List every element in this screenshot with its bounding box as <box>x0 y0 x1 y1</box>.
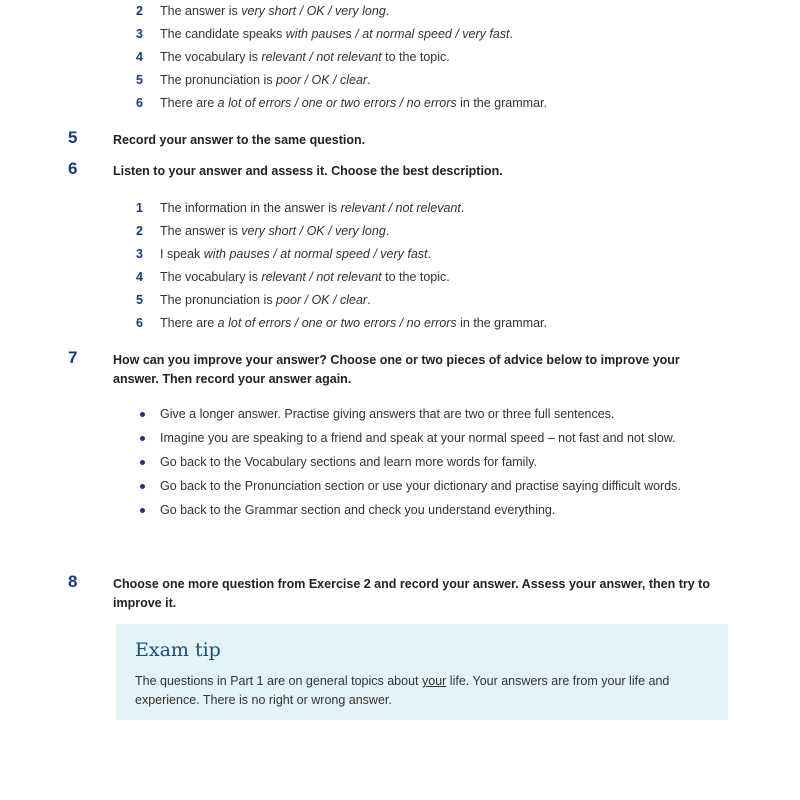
item-text: There are a lot of errors / one or two errors / no errors in the grammar. <box>160 316 547 330</box>
advice-item: Go back to the Vocabulary sections and learn more words for family. <box>136 453 696 472</box>
exam-tip-box <box>116 624 728 720</box>
exercise-instruction: Choose one more question from Exercise 2 and record your answer. Assess your answer, then try to improve it. <box>113 577 710 610</box>
item-text: The information in the answer is relevant / not relevant. <box>160 201 465 215</box>
exercise-instruction: How can you improve your answer? Choose one or two pieces of advice below to improve your answer. Then record your answer again. <box>113 353 680 386</box>
item-number: 2 <box>136 224 143 238</box>
bullet-icon <box>140 412 145 417</box>
item-number: 4 <box>136 270 143 284</box>
item-text: The vocabulary is relevant / not relevant to the topic. <box>160 50 450 64</box>
bullet-icon <box>140 460 145 465</box>
item-text: The answer is very short / OK / very long. <box>160 4 390 18</box>
item-text: I speak with pauses / at normal speed / very fast. <box>160 247 431 261</box>
item-text: The pronunciation is poor / OK / clear. <box>160 73 371 87</box>
bullet-icon <box>140 436 145 441</box>
exam-tip-text: The questions in Part 1 are on general topics about your life. Your answers are from your life and experience. There is no right or wrong answer. <box>135 674 670 707</box>
advice-list <box>136 405 696 525</box>
exercise-instruction: Record your answer to the same question. <box>113 133 366 147</box>
exam-tip-title: Exam tip <box>135 639 221 661</box>
exercise-number: 8 <box>68 572 78 591</box>
exercise-number: 5 <box>68 128 78 147</box>
item-number: 5 <box>136 293 143 307</box>
advice-item: Give a longer answer. Practise giving answers that are two or three full sentences. <box>136 405 696 424</box>
item-number: 3 <box>136 247 143 261</box>
exercise-number: 6 <box>68 159 78 178</box>
exercise-number: 7 <box>68 348 78 367</box>
item-text: The vocabulary is relevant / not relevant to the topic. <box>160 270 450 284</box>
item-number: 6 <box>136 316 143 330</box>
advice-item: Go back to the Pronunciation section or use your dictionary and practise saying difficult words. <box>136 477 696 496</box>
item-number: 3 <box>136 27 143 41</box>
advice-item: Go back to the Grammar section and check you understand everything. <box>136 501 696 520</box>
item-text: There are a lot of errors / one or two errors / no errors in the grammar. <box>160 96 547 110</box>
item-number: 6 <box>136 96 143 110</box>
exercise-instruction: Listen to your answer and assess it. Choose the best description. <box>113 164 503 178</box>
item-text: The answer is very short / OK / very long. <box>160 224 390 238</box>
item-number: 4 <box>136 50 143 64</box>
item-text: The candidate speaks with pauses / at normal speed / very fast. <box>160 27 513 41</box>
bullet-icon <box>140 484 145 489</box>
item-number: 1 <box>136 201 143 215</box>
bullet-icon <box>140 508 145 513</box>
advice-item: Imagine you are speaking to a friend and speak at your normal speed – not fast and not slow. <box>136 429 696 448</box>
item-number: 5 <box>136 73 143 87</box>
item-number: 2 <box>136 4 143 18</box>
item-text: The pronunciation is poor / OK / clear. <box>160 293 371 307</box>
